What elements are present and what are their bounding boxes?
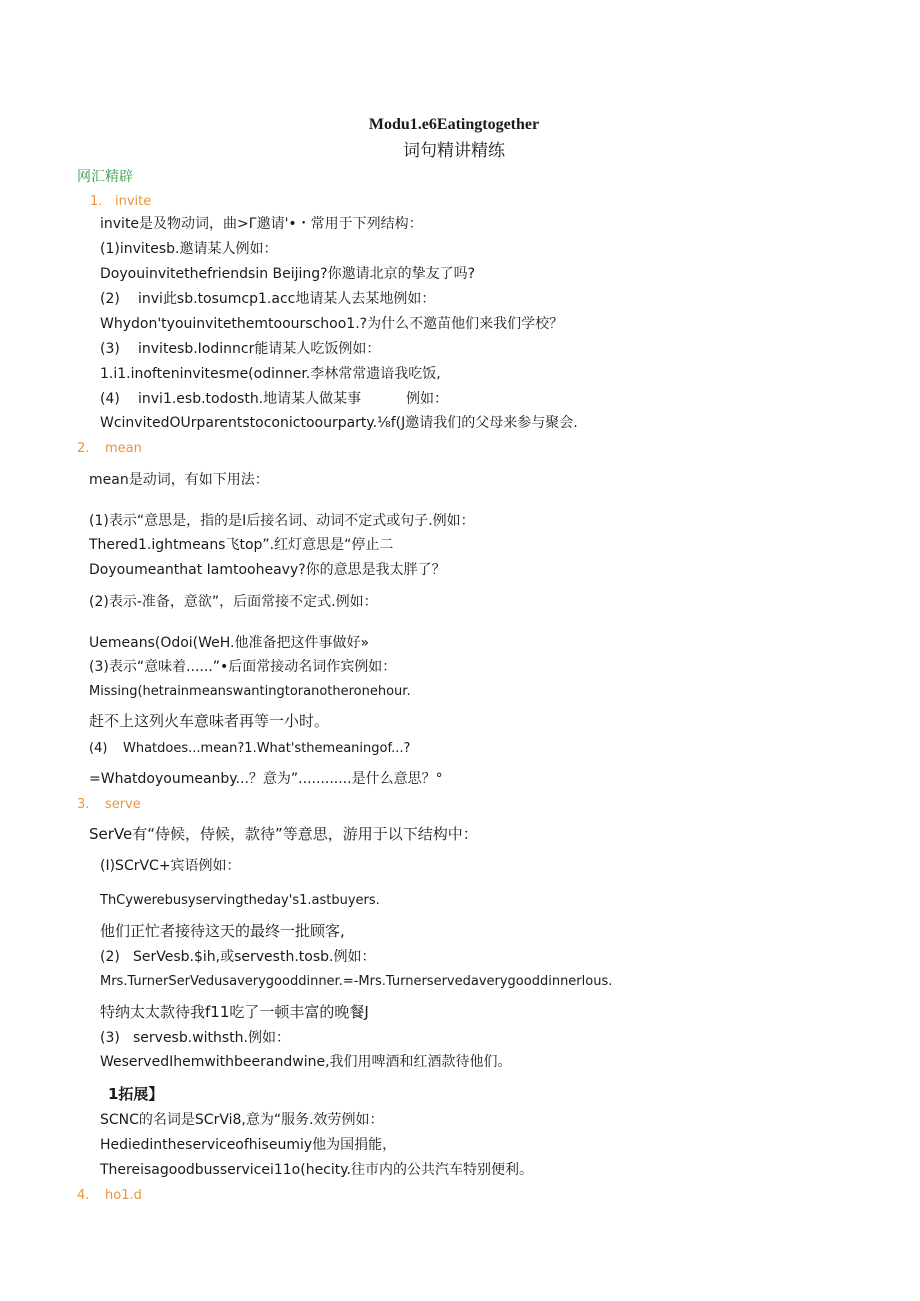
item-number: 4. [77, 1188, 90, 1203]
mean-usage-3: (3)表示“意味着......”•后面常接动名词作宾例如： [89, 659, 397, 675]
invite-structure-4: invi1.esb.todosth.地请某人做某事 [138, 391, 362, 407]
item-word: serve [105, 797, 141, 812]
invite-example-4: WcinvitedOUrparentstoconictoourparty.⅛f(J邀请我们的父母来参与聚会. [100, 415, 578, 431]
serve-structure-1: (I)SCrVC+宾语例如： [100, 858, 241, 874]
invite-structure-3-number: (3) [100, 341, 120, 357]
invite-example-1: Doyouinvitethefriendsin Beijing?你邀请北京的挚友了吗? [100, 266, 476, 282]
serve-extension-3: Thereisagoodbusservicei11o(hecity.往市内的公共汽车特别便利。 [100, 1162, 534, 1178]
serve-structure-3-number: (3) [100, 1030, 120, 1046]
item-word: invite [115, 194, 152, 209]
serve-extension-1: SCNC的名词是SCrVi8,意为“服务.效劳例如： [100, 1112, 384, 1128]
serve-example-3: WeservedIhemwithbeerandwine,我们用啤酒和红酒款待他们。 [100, 1054, 512, 1070]
section-heading: 网汇精辟 [77, 169, 133, 185]
mean-example-3b: 赶不上这列火车意味者再等一小时。 [89, 712, 330, 730]
invite-example-2: Whydon'tyouinvitethemtoourschoo1.?为什么不邀苗他们来我们学校？ [100, 316, 564, 332]
invite-structure-2: invi此sb.tosumcp1.acc地请某人去某地例如： [138, 291, 436, 307]
serve-example-1a: ThCywerebusyservingtheday's1.astbuyers. [100, 893, 380, 908]
mean-example-2: Uemeans(Odoi(WeH.他准备把这件事做好» [89, 635, 370, 651]
item-word: ho1.d [105, 1188, 142, 1203]
mean-example-1b: Doyoumeanthat Iamtooheavy?你的意思是我太胖了？ [89, 562, 446, 578]
mean-usage-4-number: (4) [89, 741, 108, 756]
serve-structure-2-number: (2) [100, 949, 120, 965]
document-title: Modu1.e6Eatingtogether [368, 116, 540, 133]
mean-example-1a: Thered1.ightmeans飞top”.红灯意思是“停止二 [89, 537, 394, 553]
invite-structure-4-tail: 例如： [406, 391, 448, 407]
item-number: 3. [77, 797, 90, 812]
document-subtitle: 词句精讲精练 [403, 141, 505, 161]
mean-usage-2: (2)表示-准备，意欲”，后面常接不定式.例如： [89, 594, 378, 610]
item-number: 2. [77, 441, 90, 456]
serve-example-2b: 特纳太太款待我f11吃了一顿丰富的晚餐J [100, 1003, 369, 1021]
invite-structure-1: (1)invitesb.邀请某人例如： [100, 241, 278, 257]
serve-example-1b: 他们正忙者接待这天的最终一批顾客, [100, 922, 345, 940]
invite-structure-4-number: (4) [100, 391, 120, 407]
serve-extension-heading: 1拓展】 [108, 1085, 164, 1103]
serve-structure-3: servesb.withsth.例如： [133, 1030, 291, 1046]
mean-usage-4b: =Whatdoyoumeanby...？意为”............是什么意思？° [89, 771, 443, 787]
mean-example-3a: Missing(hetrainmeanswantingtoranotheronehour. [89, 684, 411, 699]
invite-structure-3: invitesb.Iodinncr能请某人吃饭例如： [138, 341, 381, 357]
serve-example-2a: Mrs.TurnerSerVedusaverygooddinner.=-Mrs.Turnerservedaverygooddinnerlous. [100, 974, 613, 989]
serve-intro: SerVe有“侍候，侍候，款待”等意思，游用于以下结构中： [89, 825, 478, 843]
serve-extension-2: Hediedintheserviceofhiseumiy他为国捐能， [100, 1137, 397, 1153]
mean-usage-4: Whatdoes...mean?1.What'sthemeaningof...? [123, 741, 411, 756]
item-word: mean [105, 441, 142, 456]
item-number: 1. [90, 194, 103, 209]
invite-structure-2-number: (2) [100, 291, 120, 307]
serve-structure-2: SerVesb.$ih,或servesth.tosb.例如： [133, 949, 376, 965]
mean-intro: mean是动词，有如下用法： [89, 472, 269, 488]
mean-usage-1: (1)表示“意思是，指的是I后接名词、动词不定式或句子.例如： [89, 513, 475, 529]
invite-intro: invite是及物动词，曲>Γ邀请'•・常用于下列结构： [100, 216, 423, 232]
invite-example-3: 1.i1.inofteninvitesme(odinner.李林常常遗谙我吃饭, [100, 366, 441, 382]
